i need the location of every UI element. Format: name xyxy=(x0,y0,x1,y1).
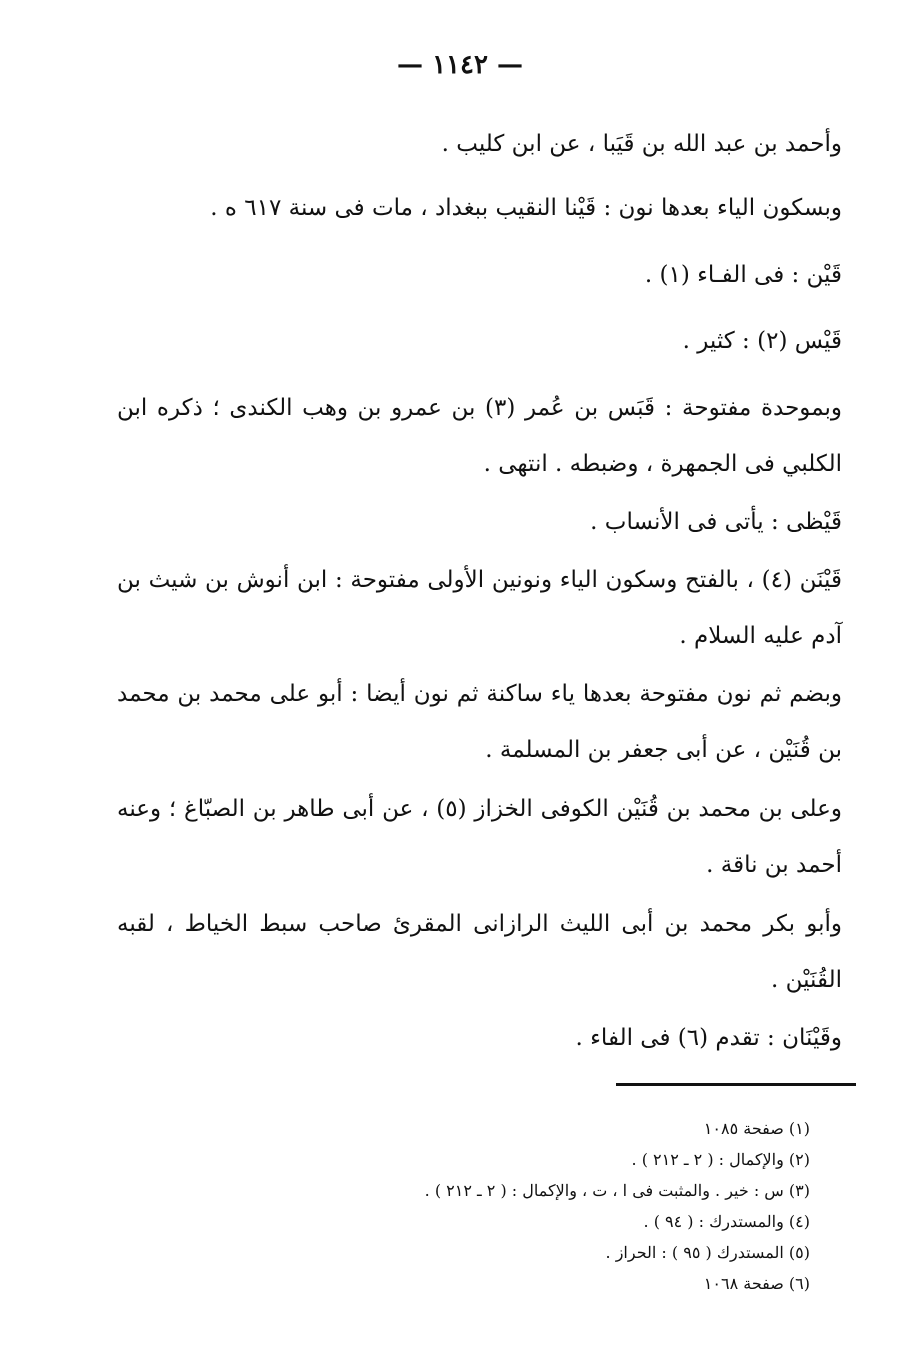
paragraph-3: قَيْن : فى الفـاء (١) . xyxy=(644,262,842,288)
paragraph-6-block xyxy=(117,494,842,550)
paragraph-2: وبسكون الياء بعدها نون : قَيْنا النقيب ببغداد ، مات فى سنة ٦١٧ ه . xyxy=(210,195,842,221)
paragraph-4: قَيْس (٢) : كثير . xyxy=(682,328,842,354)
footnotes xyxy=(350,1113,810,1299)
paragraph-10: وأبو بكر محمد بن أبى الليث الرازانى المقرئ صاحب سبط الخياط ، لقبه القُنَيْن . xyxy=(117,911,842,993)
footnote-4: (٤) والمستدرك : ( ٩٤ ) . xyxy=(643,1212,810,1231)
paragraph-1-block xyxy=(117,116,842,172)
footnote-6: (٦) صفحة ١٠٦٨ xyxy=(703,1274,810,1293)
paragraph-8: وبضم ثم نون مفتوحة بعدها ياء ساكنة ثم نون أيضا : أبو على محمد بن محمد بن قُنَيْن ، عن أبى جعفر بن المسلمة . xyxy=(117,681,842,763)
paragraph-8-block xyxy=(117,666,842,778)
paragraph-6: قَيْظى : يأتى فى الأنساب . xyxy=(590,509,842,535)
page-number: — ١١٤٢ — xyxy=(397,50,523,80)
paragraph-2-block xyxy=(117,180,842,236)
paragraph-1: وأحمد بن عبد الله بن قَيَبا ، عن ابن كليب . xyxy=(441,131,842,157)
footnote-2: (٢) والإكمال : ( ٢ ـ ٢١٢ ) . xyxy=(631,1150,810,1169)
footnote-3: (٣) س : خير . والمثبت فى ا ، ت ، والإكمال : ( ٢ ـ ٢١٢ ) . xyxy=(424,1181,810,1200)
paragraph-9: وعلى بن محمد بن قُنَيْن الكوفى الخزاز (٥) ، عن أبى طاهر بن الصبّاغ ؛ وعنه أحمد بن ناقة . xyxy=(117,796,842,878)
paragraph-11: وقَيْنَان : تقدم (٦) فى الفاء . xyxy=(575,1025,842,1051)
footnote-1: (١) صفحة ١٠٨٥ xyxy=(703,1119,810,1138)
footnote-5: (٥) المستدرك ( ٩٥ ) : الحراز . xyxy=(605,1243,810,1262)
paragraph-7: قَيْنَن (٤) ، بالفتح وسكون الياء ونونين الأولى مفتوحة : ابن أنوش بن شيث بن آدم عليه السلام . xyxy=(117,567,842,649)
paragraph-4-block xyxy=(117,313,842,369)
paragraph-5-block xyxy=(117,380,842,492)
paragraph-11-block xyxy=(117,1010,842,1066)
paragraph-3-block xyxy=(117,247,842,303)
paragraph-7-block xyxy=(117,552,842,664)
paragraph-10-block xyxy=(117,896,842,1008)
footnote-divider xyxy=(616,1083,856,1086)
paragraph-5: وبموحدة مفتوحة : قَبَس بن عُمر (٣) بن عمرو بن وهب الكندى ؛ ذكره ابن الكلبي فى الجمهرة ، وضبطه . انتهى . xyxy=(117,395,842,477)
paragraph-9-block xyxy=(117,781,842,893)
